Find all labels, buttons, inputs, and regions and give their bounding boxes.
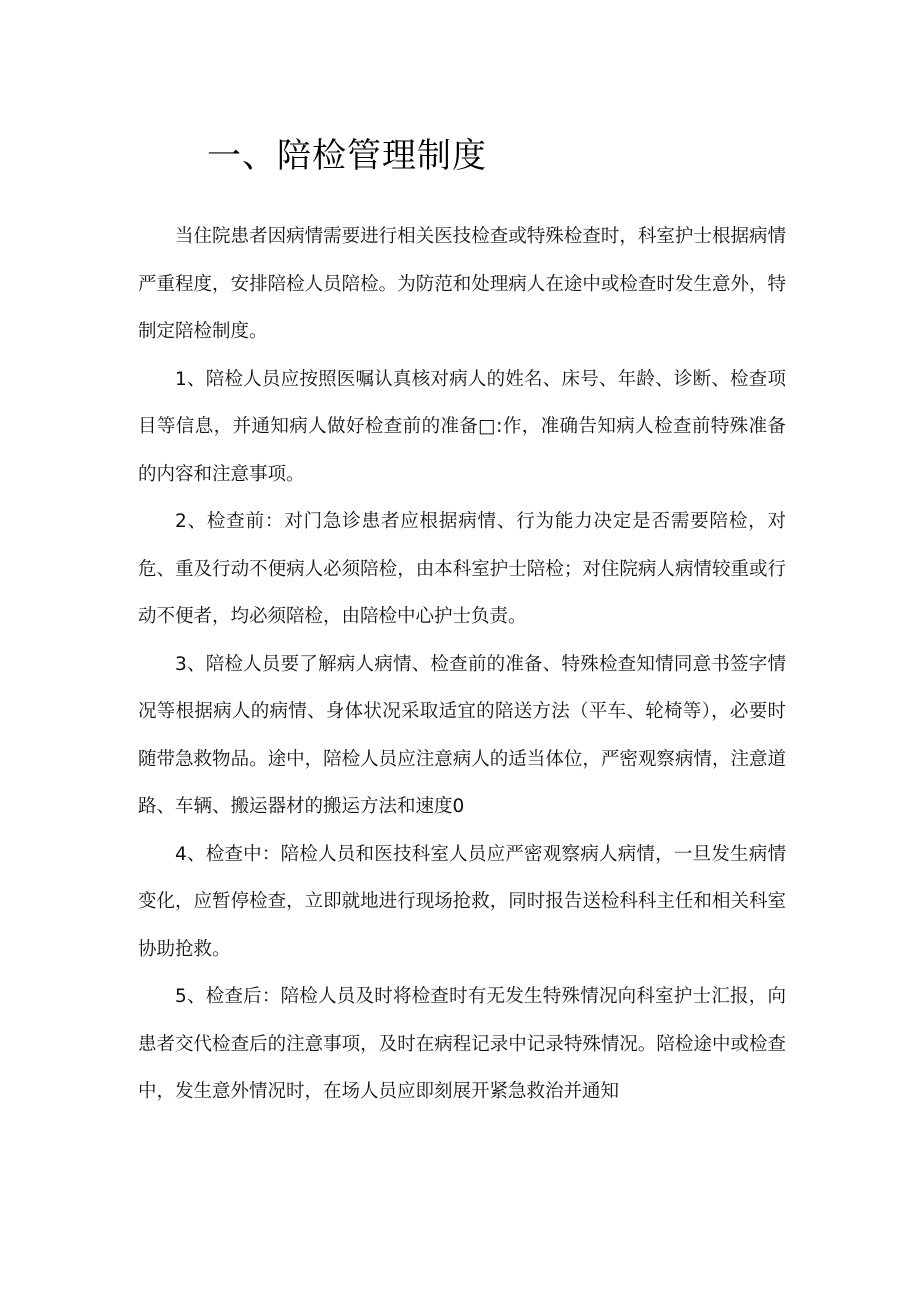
page-title: 一、陪检管理制度 (207, 136, 487, 176)
paragraph-item-2: 2、检查前：对门急诊患者应根据病情、行为能力决定是否需要陪检，对危、重及行动不便病人必须陪检，由本科室护士陪检；对住院病人病情较重或行动不便者，均必须陪检，由陪检中心护士负责。 (138, 511, 786, 627)
paragraph-item-4: 4、检查中：陪检人员和医技科室人员应严密观察病人病情，一旦发生病情变化，应暂停检查，立即就地进行现场抢救，同时报告送检科科主任和相关科室协助抢救。 (138, 843, 786, 960)
paragraph-item-5: 5、检查后：陪检人员及时将检查时有无发生特殊情况向科室护士汇报，向患者交代检查后的注意事项，及时在病程记录中记录特殊情况。陪检途中或检查中，发生意外情况时，在场人员应即刻展开紧急救治并通知 (138, 986, 786, 1102)
paragraph-item-3: 3、陪检人员要了解病人病情、检查前的准备、特殊检查知情同意书签字情况等根据病人的病情、身体状况采取适宜的陪送方法（平车、轮椅等），必要时随带急救物品。途中，陪检人员应注意病人的适当体位，严密观察病情，注意道路、车辆、搬运器材的搬运方法和速度0 (138, 653, 786, 817)
paragraph-intro: 当住院患者因病情需要进行相关医技检查或特殊检查时，科室护士根据病情严重程度，安排陪检人员陪检。为防范和处理病人在途中或检查时发生意外，特制定陪检制度。 (138, 226, 786, 342)
document-body (138, 213, 786, 1116)
paragraph-item-1: 1、陪检人员应按照医嘱认真核对病人的姓名、床号、年龄、诊断、检查项目等信息，并通知病人做好检查前的准备□:作，准确告知病人检查前特殊准备的内容和注意事项。 (138, 368, 786, 485)
